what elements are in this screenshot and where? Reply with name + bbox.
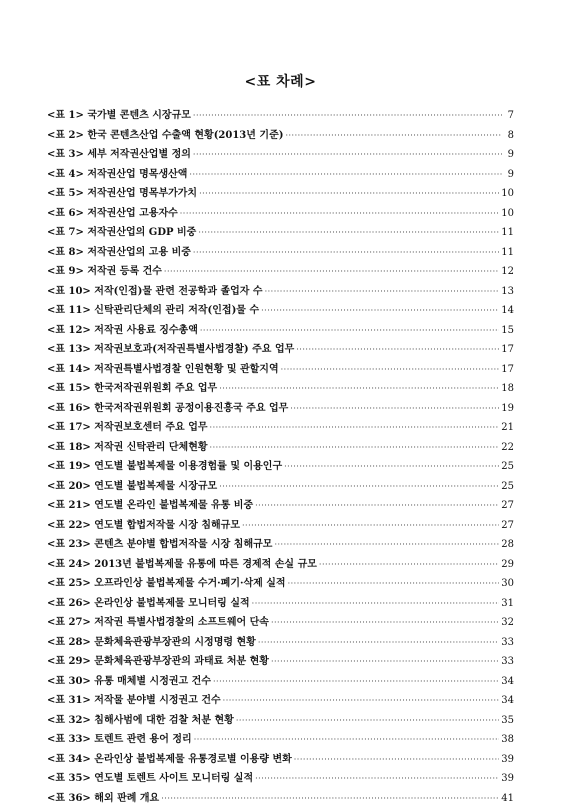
dot-leader — [288, 579, 500, 588]
dot-leader — [271, 618, 499, 627]
toc-entry-label: <표 2> 한국 콘텐츠산업 수출액 현황(2013년 기준) — [47, 126, 283, 141]
toc-entry[interactable] — [47, 282, 514, 302]
toc-entry[interactable] — [47, 652, 514, 672]
toc-entry[interactable] — [47, 184, 514, 204]
dot-leader — [219, 482, 499, 491]
toc-entry-page: 34 — [501, 676, 514, 687]
dot-leader — [193, 150, 502, 159]
toc-entry-label: <표 4> 저작권산업 명목생산액 — [47, 165, 187, 180]
toc-entry[interactable] — [47, 672, 514, 692]
toc-entry[interactable] — [47, 613, 514, 633]
toc-entry[interactable] — [47, 691, 514, 711]
toc-entry-page: 14 — [501, 305, 514, 316]
toc-entry-page: 39 — [501, 773, 514, 784]
toc-entry-page: 15 — [501, 325, 514, 336]
dot-leader — [261, 306, 499, 315]
toc-entry-page: 32 — [501, 617, 514, 628]
toc-entry-label: <표 1> 국가별 콘텐츠 시장규모 — [47, 106, 191, 121]
toc-entry-page: 28 — [501, 539, 514, 550]
toc-entry-label: <표 25> 오프라인상 불법복제물 수거·폐기·삭제 실적 — [47, 574, 286, 589]
dot-leader — [194, 735, 500, 744]
toc-entry-page: 33 — [501, 637, 514, 648]
toc-entry-page: 41 — [501, 793, 514, 804]
dot-leader — [236, 716, 499, 725]
dot-leader — [296, 345, 499, 354]
dot-leader — [200, 326, 499, 335]
toc-entry-label: <표 33> 토렌트 관련 용어 정리 — [47, 730, 192, 745]
dot-leader — [193, 111, 502, 120]
toc-entry-page: 10 — [501, 208, 514, 219]
toc-entry-label: <표 10> 저작(인접)물 관련 전공학과 졸업자 수 — [47, 282, 263, 297]
toc-entry[interactable] — [47, 730, 514, 750]
toc-entry-page: 34 — [501, 695, 514, 706]
dot-leader — [281, 365, 500, 374]
toc-entry[interactable] — [47, 321, 514, 341]
toc-entry-label: <표 32> 침해사범에 대한 검찰 처분 현황 — [47, 711, 234, 726]
toc-entry-label: <표 34> 온라인상 불법복제물 유통경로별 이용량 변화 — [47, 750, 292, 765]
toc-entry[interactable] — [47, 574, 514, 594]
toc-entry-page: 29 — [501, 559, 514, 570]
dot-leader — [252, 599, 500, 608]
toc-entry-label: <표 13> 저작권보호과(저작권특별사법경찰) 주요 업무 — [47, 340, 294, 355]
toc-list — [47, 106, 514, 808]
dot-leader — [242, 521, 499, 530]
toc-entry[interactable] — [47, 223, 514, 243]
toc-entry[interactable] — [47, 106, 514, 126]
dot-leader — [161, 794, 499, 803]
dot-leader — [193, 248, 499, 257]
dot-leader — [213, 677, 499, 686]
toc-entry-page: 13 — [501, 286, 514, 297]
toc-entry-label: <표 8> 저작권산업의 고용 비중 — [47, 243, 191, 258]
toc-entry-page: 39 — [501, 754, 514, 765]
toc-entry-label: <표 5> 저작권산업 명목부가가치 — [47, 184, 197, 199]
toc-entry-page: 25 — [501, 481, 514, 492]
page-title: <표 차례> — [0, 71, 561, 91]
toc-entry-page: 21 — [501, 422, 514, 433]
toc-entry-page: 17 — [501, 364, 514, 375]
toc-entry-page: 9 — [504, 149, 514, 160]
toc-entry-label: <표 6> 저작권산업 고용자수 — [47, 204, 178, 219]
toc-entry[interactable] — [47, 594, 514, 614]
toc-entry-label: <표 23> 콘텐츠 분야별 합법저작물 시장 침해규모 — [47, 535, 272, 550]
toc-entry[interactable] — [47, 360, 514, 380]
toc-entry[interactable] — [47, 262, 514, 282]
toc-entry[interactable] — [47, 165, 514, 185]
dot-leader — [258, 638, 499, 647]
dot-leader — [319, 560, 499, 569]
toc-entry[interactable] — [47, 711, 514, 731]
toc-entry-page: 18 — [501, 383, 514, 394]
toc-entry[interactable] — [47, 399, 514, 419]
dot-leader — [274, 540, 499, 549]
toc-entry-label: <표 15> 한국저작권위원회 주요 업무 — [47, 379, 217, 394]
toc-entry[interactable] — [47, 243, 514, 263]
toc-entry[interactable] — [47, 204, 514, 224]
toc-entry-page: 35 — [501, 715, 514, 726]
toc-entry-label: <표 16> 한국저작권위원회 공정이용진흥국 주요 업무 — [47, 399, 288, 414]
toc-entry[interactable] — [47, 340, 514, 360]
toc-entry-label: <표 29> 문화체육관광부장관의 과태료 처분 현황 — [47, 652, 269, 667]
toc-entry-page: 8 — [504, 130, 514, 141]
dot-leader — [255, 774, 499, 783]
toc-entry[interactable] — [47, 750, 514, 770]
dot-leader — [210, 423, 500, 432]
dot-leader — [198, 228, 499, 237]
toc-entry-label: <표 17> 저작권보호센터 주요 업무 — [47, 418, 208, 433]
toc-entry-label: <표 24> 2013년 불법복제물 유통에 따른 경제적 손실 규모 — [47, 555, 317, 570]
toc-entry-page: 12 — [501, 266, 514, 277]
toc-entry-page: 11 — [501, 227, 514, 238]
toc-entry[interactable] — [47, 477, 514, 497]
toc-entry-page: 31 — [501, 598, 514, 609]
toc-entry-page: 30 — [501, 578, 514, 589]
toc-entry-label: <표 31> 저작물 분야별 시정권고 건수 — [47, 691, 221, 706]
toc-entry-label: <표 21> 연도별 온라인 불법복제물 유통 비중 — [47, 496, 253, 511]
toc-entry-page: 38 — [501, 734, 514, 745]
dot-leader — [210, 443, 500, 452]
toc-entry-label: <표 35> 연도별 토렌트 사이트 모니터링 실적 — [47, 769, 253, 784]
toc-entry-page: 11 — [501, 247, 514, 258]
toc-entry[interactable] — [47, 496, 514, 516]
toc-entry[interactable] — [47, 145, 514, 165]
toc-entry-page: 9 — [504, 169, 514, 180]
toc-entry-page: 22 — [501, 442, 514, 453]
dot-leader — [271, 657, 499, 666]
dot-leader — [219, 384, 499, 393]
toc-entry[interactable] — [47, 555, 514, 575]
toc-entry[interactable] — [47, 789, 514, 808]
toc-entry[interactable] — [47, 126, 514, 146]
dot-leader — [223, 696, 500, 705]
dot-leader — [265, 287, 500, 296]
toc-entry[interactable] — [47, 633, 514, 653]
dot-leader — [255, 501, 499, 510]
toc-entry[interactable] — [47, 418, 514, 438]
toc-entry-label: <표 14> 저작권특별사법경찰 인원현황 및 관할지역 — [47, 360, 279, 375]
dot-leader — [290, 404, 499, 413]
dot-leader — [180, 209, 500, 218]
toc-entry-page: 10 — [501, 188, 514, 199]
toc-entry-label: <표 7> 저작권산업의 GDP 비중 — [47, 223, 196, 238]
toc-entry-page: 33 — [501, 656, 514, 667]
toc-entry-label: <표 22> 연도별 합법저작물 시장 침해규모 — [47, 516, 240, 531]
toc-entry[interactable] — [47, 535, 514, 555]
toc-entry-page: 27 — [501, 500, 514, 511]
toc-entry-label: <표 3> 세부 저작권산업별 정의 — [47, 145, 191, 160]
toc-entry[interactable] — [47, 457, 514, 477]
toc-entry-label: <표 28> 문화체육관광부장관의 시정명령 현황 — [47, 633, 256, 648]
dot-leader — [189, 170, 502, 179]
toc-entry-label: <표 30> 유통 매체별 시정권고 건수 — [47, 672, 211, 687]
toc-entry-page: 17 — [501, 344, 514, 355]
toc-entry-label: <표 36> 해외 판례 개요 — [47, 789, 159, 804]
toc-entry[interactable] — [47, 769, 514, 789]
toc-entry-page: 7 — [504, 110, 514, 121]
toc-entry[interactable] — [47, 516, 514, 536]
toc-entry-label: <표 26> 온라인상 불법복제물 모니터링 실적 — [47, 594, 250, 609]
toc-entry[interactable] — [47, 301, 514, 321]
toc-entry-label: <표 11> 신탁관리단체의 관리 저작(인접)물 수 — [47, 301, 259, 316]
dot-leader — [294, 755, 500, 764]
dot-leader — [199, 189, 499, 198]
toc-entry-label: <표 18> 저작권 신탁관리 단체현황 — [47, 438, 208, 453]
toc-entry[interactable] — [47, 379, 514, 399]
dot-leader — [164, 267, 499, 276]
toc-entry-label: <표 9> 저작권 등록 건수 — [47, 262, 162, 277]
toc-entry-page: 27 — [501, 520, 514, 531]
toc-entry[interactable] — [47, 438, 514, 458]
dot-leader — [284, 462, 499, 471]
toc-entry-page: 25 — [501, 461, 514, 472]
toc-entry-label: <표 20> 연도별 불법복제물 시장규모 — [47, 477, 217, 492]
toc-entry-label: <표 27> 저작권 특별사법경찰의 소프트웨어 단속 — [47, 613, 269, 628]
toc-entry-page: 19 — [501, 403, 514, 414]
toc-entry-label: <표 19> 연도별 불법복제물 이용경험률 및 이용인구 — [47, 457, 282, 472]
toc-entry-label: <표 12> 저작권 사용료 징수총액 — [47, 321, 198, 336]
dot-leader — [285, 131, 502, 140]
